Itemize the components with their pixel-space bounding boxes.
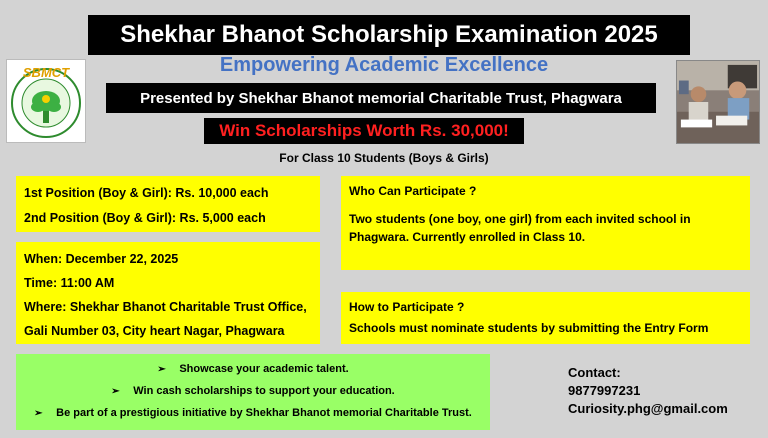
contact-label: Contact:	[568, 365, 621, 380]
event-venue-line1: Where: Shekhar Bhanot Charitable Trust Office,	[24, 300, 307, 314]
benefit-text: Be part of a prestigious initiative by Shekhar Bhanot memorial Charitable Trust.	[56, 407, 472, 419]
trust-logo	[6, 59, 86, 143]
second-prize: 2nd Position (Boy & Girl): Rs. 5,000 each	[24, 211, 266, 225]
contact-email[interactable]: Curiosity.phg@gmail.com	[568, 401, 728, 416]
event-date: When: December 22, 2025	[24, 252, 179, 266]
benefits-box	[16, 354, 490, 430]
presented-by-banner: Presented by Shekhar Bhanot memorial Charitable Trust, Phagwara	[106, 83, 656, 113]
eligibility-heading: Who Can Participate ?	[349, 184, 477, 198]
participation-text: Schools must nominate students by submitting the Entry Form	[349, 321, 709, 335]
classroom-image-icon	[677, 61, 759, 143]
benefit-item	[26, 402, 480, 424]
contact-block	[568, 364, 728, 418]
arrowhead-bullet-icon: ➢	[157, 363, 166, 375]
arrowhead-bullet-icon: ➢	[34, 407, 43, 419]
logo-short-text: SBMCT	[22, 65, 70, 80]
prize-box	[16, 176, 320, 232]
event-details-box	[16, 242, 320, 344]
benefit-text: Showcase your academic talent.	[179, 363, 349, 375]
participation-box	[341, 292, 750, 344]
scholarship-amount-banner: Win Scholarships Worth Rs. 30,000!	[204, 118, 524, 144]
participation-heading: How to Participate ?	[349, 300, 465, 314]
benefit-item	[26, 358, 480, 380]
eligibility-box	[341, 176, 750, 270]
tree-logo-icon	[8, 61, 84, 141]
students-exam-photo	[676, 60, 760, 144]
benefit-text: Win cash scholarships to support your education.	[133, 385, 395, 397]
event-time: Time: 11:00 AM	[24, 276, 115, 290]
eligible-class-text: For Class 10 Students (Boys & Girls)	[279, 151, 489, 165]
eligibility-text: Two students (one boy, one girl) from each invited school in Phagwara. Currently enrolled in Class 10.	[349, 212, 691, 244]
poster-title: Shekhar Bhanot Scholarship Examination 2025	[88, 15, 690, 55]
contact-phone[interactable]: 9877997231	[568, 383, 641, 398]
arrowhead-bullet-icon: ➢	[111, 385, 120, 397]
event-venue-line2: Gali Number 03, City heart Nagar, Phagwara	[24, 324, 285, 338]
poster-subtitle: Empowering Academic Excellence	[219, 54, 549, 76]
first-prize: 1st Position (Boy & Girl): Rs. 10,000 each	[24, 186, 269, 200]
benefit-item	[26, 380, 480, 402]
